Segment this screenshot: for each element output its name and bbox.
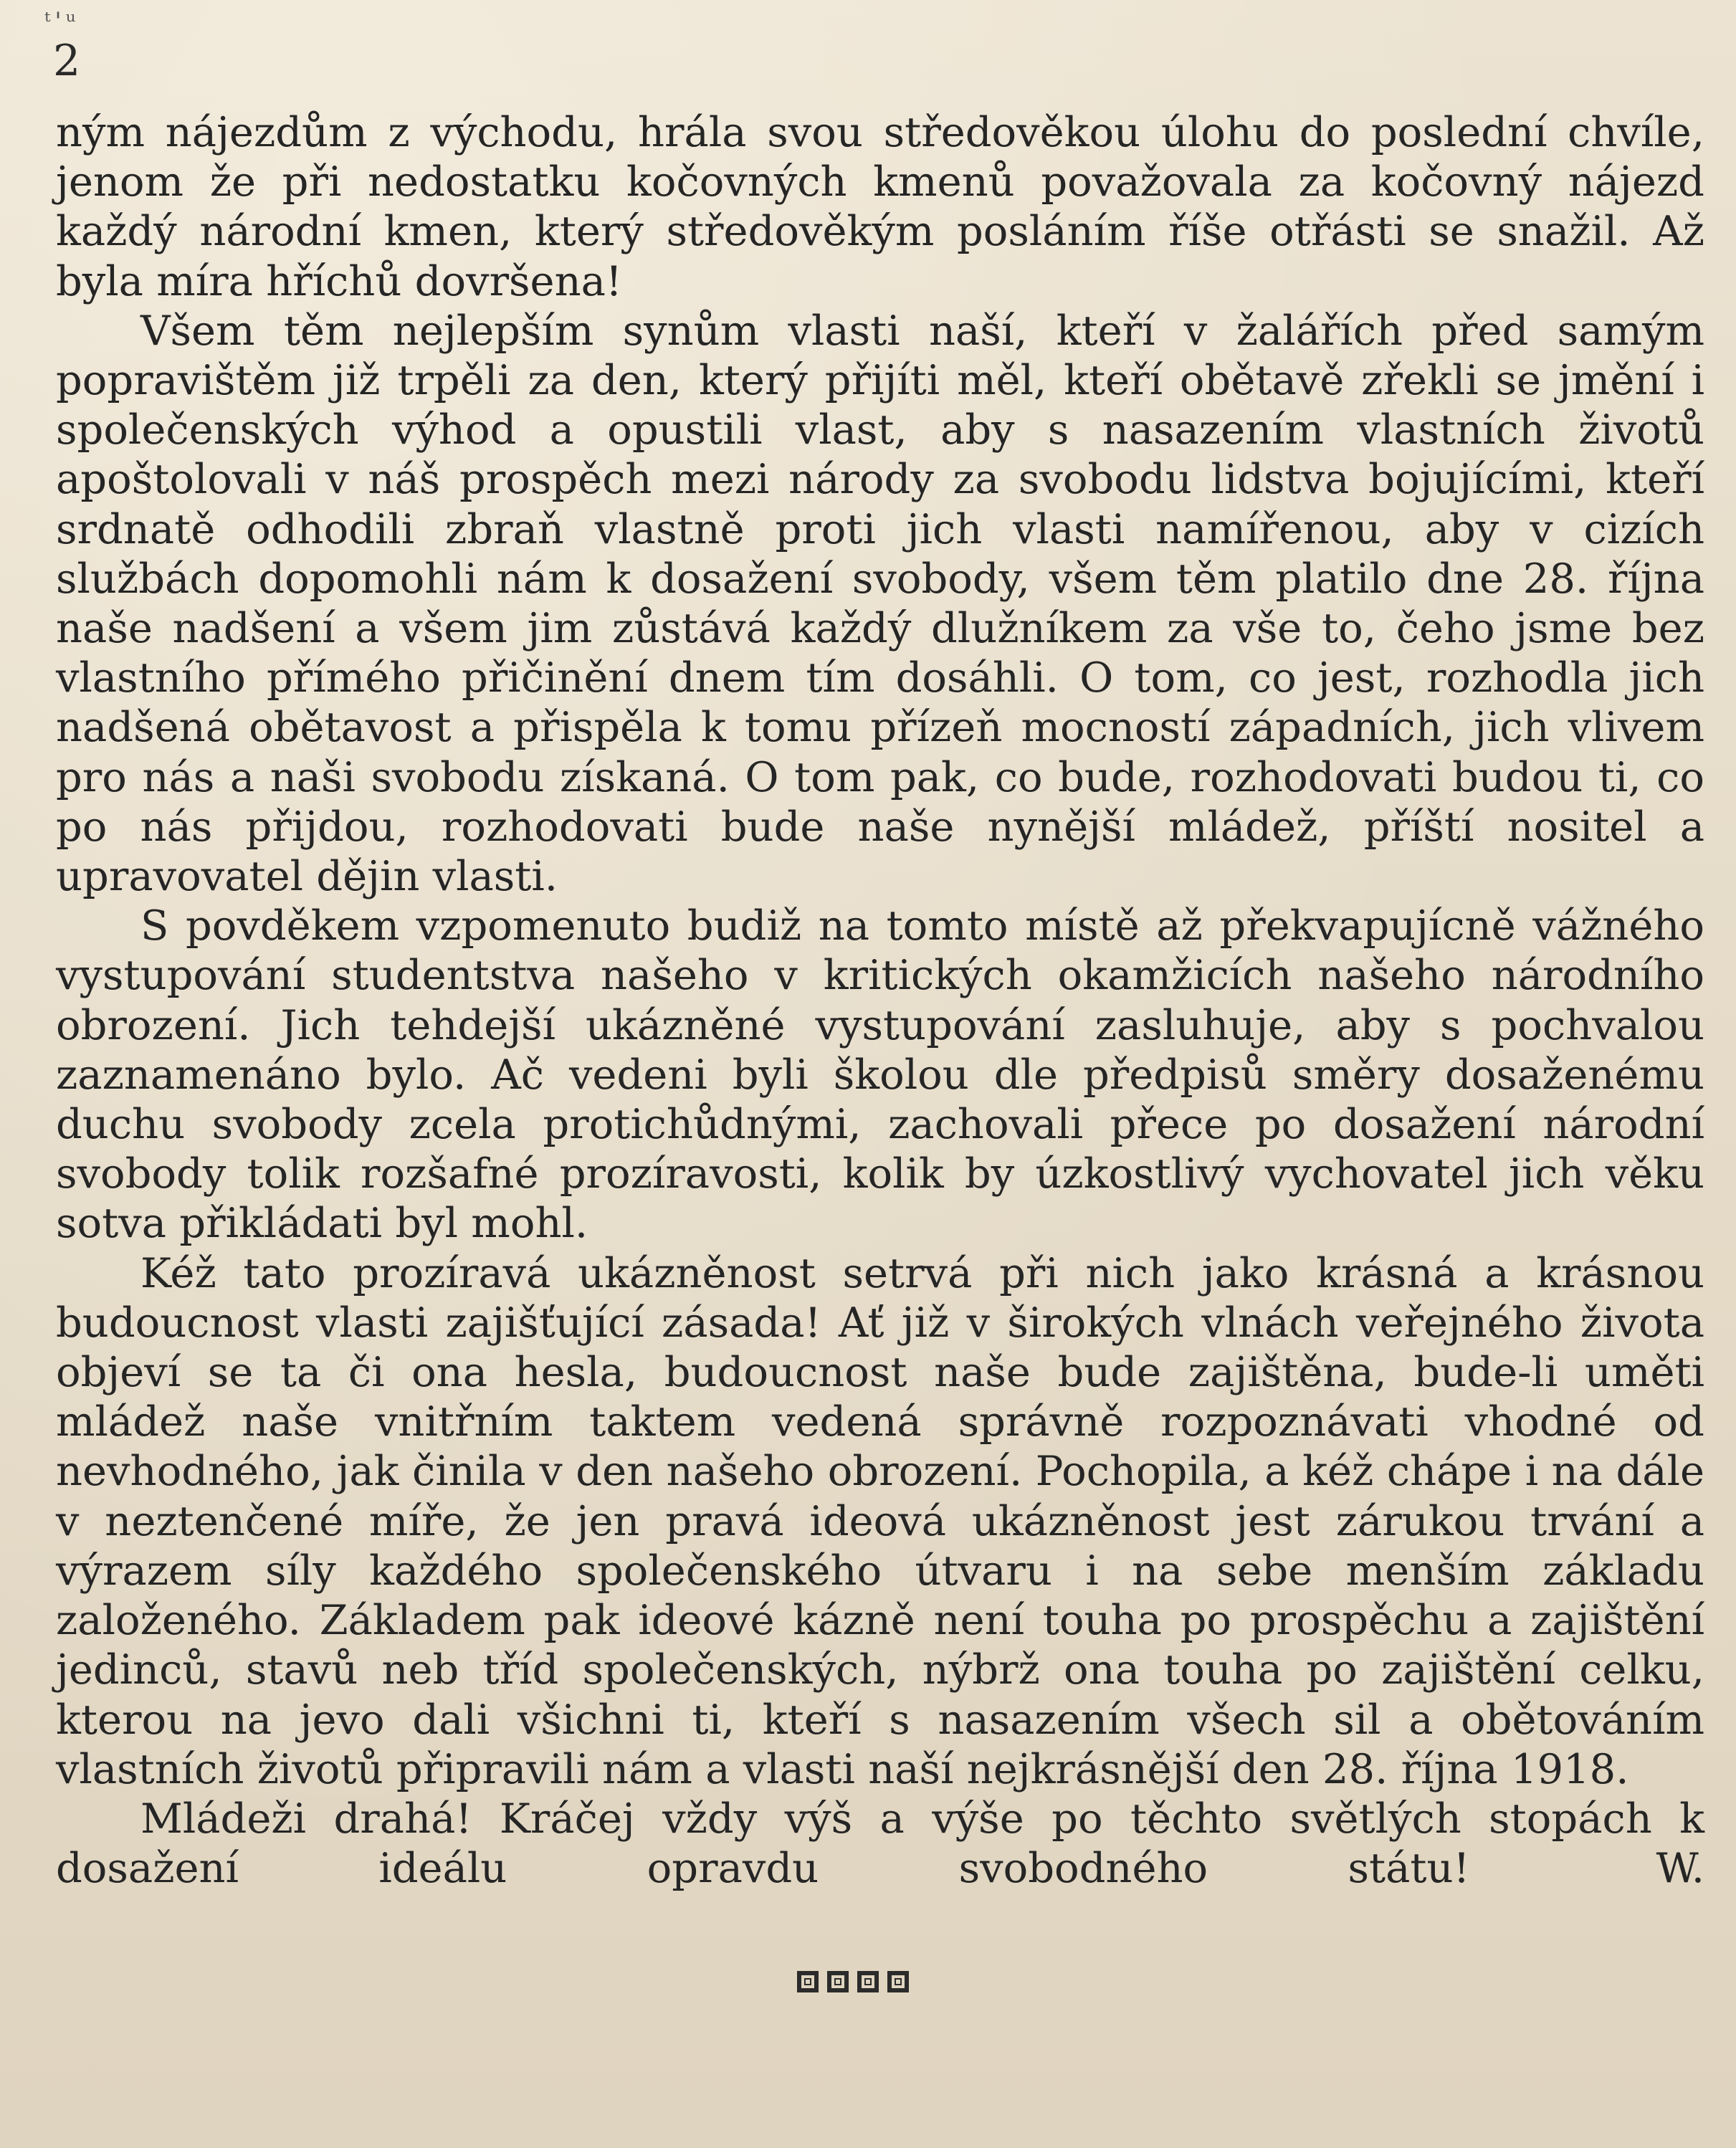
page-number: 2 xyxy=(53,36,81,86)
ornament-square-icon xyxy=(797,1971,819,1992)
paragraph-5: Mládeži drahá! Kráčej vždy výš a výše po těchto světlých stopách k dosažení ideálu opravdu svobodného státu! xyxy=(56,1794,1704,1893)
ornament-square-icon xyxy=(857,1971,879,1992)
ornament-square-icon xyxy=(887,1971,909,1992)
corner-ink-mark: ᵗ'ᵘ xyxy=(44,7,80,36)
signature: W. xyxy=(1656,1844,1704,1893)
ornament-squares xyxy=(797,1971,909,1992)
paragraph-1: ným nájezdům z východu, hrála svou středověkou úlohu do poslední chvíle, jenom že při nedostatku kočovných kmenů považovala za kočovný nájezd každý národní kmen, který středověkým posláním říše otřásti se snažil. Až byla míra hříchů dovršena! xyxy=(56,108,1704,305)
paragraph-4: Kéž tato prozíravá ukázněnost setrvá při nich jako krásná a krásnou budoucnost vlasti zajišťující zásada! Ať již v širokých vlnách veřejného života objeví se ta či ona hesla, budoucnost naše bude zajištěna, bude-li uměti mládež naše vnitřním taktem vedená správně rozpoznávati vhodné od nevhodného, jak činila v den našeho obrození. Pochopila, a kéž chápe i na dále v neztenčené míře, že jen pravá ideová ukázněnost jest zárukou trvání a výrazem síly každého společenského útvaru i na sebe menším základu založeného. Základem pak ideové kázně není touha po prospěchu a zajištění jedinců, stavů neb tříd společenských, nýbrž ona touha po zajištění celku, kterou na jevo dali všichni ti, kteří s nasazením všech sil a obětováním vlastních životů připravili nám a vlasti naší nejkrásnější den 28. října 1918. xyxy=(56,1249,1704,1793)
paragraph-5-with-signature xyxy=(56,1794,1704,1893)
article-body xyxy=(56,108,1704,1893)
paragraph-2: Všem těm nejlepším synům vlasti naší, kteří v žalářích před samým popravištěm již trpěli za den, který přijíti měl, kteří obětavě zřekli se jmění i společenských výhod a opustili vlast, aby s nasazením vlastních životů apoštolovali v náš prospěch mezi národy za svobodu lidstva bojujícími, kteří srdnatě odhodili zbraň vlastně proti jich vlasti namířenou, aby v cizích službách dopomohli nám k dosažení svobody, všem těm platilo dne 28. října naše nadšení a všem jim zůstává každý dlužníkem za vše to, čeho jsme bez vlastního přímého přičinění dnem tím dosáhli. O tom, co jest, rozhodla jich nadšená obětavost a přispěla k tomu přízeň mocností západních, jich vlivem pro nás a naši svobodu získaná. O tom pak, co bude, rozhodovati budou ti, co po nás přijdou, rozhodovati bude naše nynější mládež, příští nositel a upravovatel dějin vlasti. xyxy=(56,306,1704,901)
ornament-square-icon xyxy=(827,1971,849,1992)
paragraph-3: S povděkem vzpomenuto budiž na tomto místě až překvapujícně vážného vystupování studentstva našeho v kritických okamžicích našeho národního obrození. Jich tehdejší ukázněné vystupování zasluhuje, aby s pochvalou zaznamenáno bylo. Ač vedeni byli školou dle předpisů směry dosaženému duchu svobody zcela protichůdnými, zachovali přece po dosažení národní svobody tolik rozšafné prozíravosti, kolik by úzkostlivý vychovatel jich věku sotva přikládati byl mohl. xyxy=(56,902,1704,1248)
